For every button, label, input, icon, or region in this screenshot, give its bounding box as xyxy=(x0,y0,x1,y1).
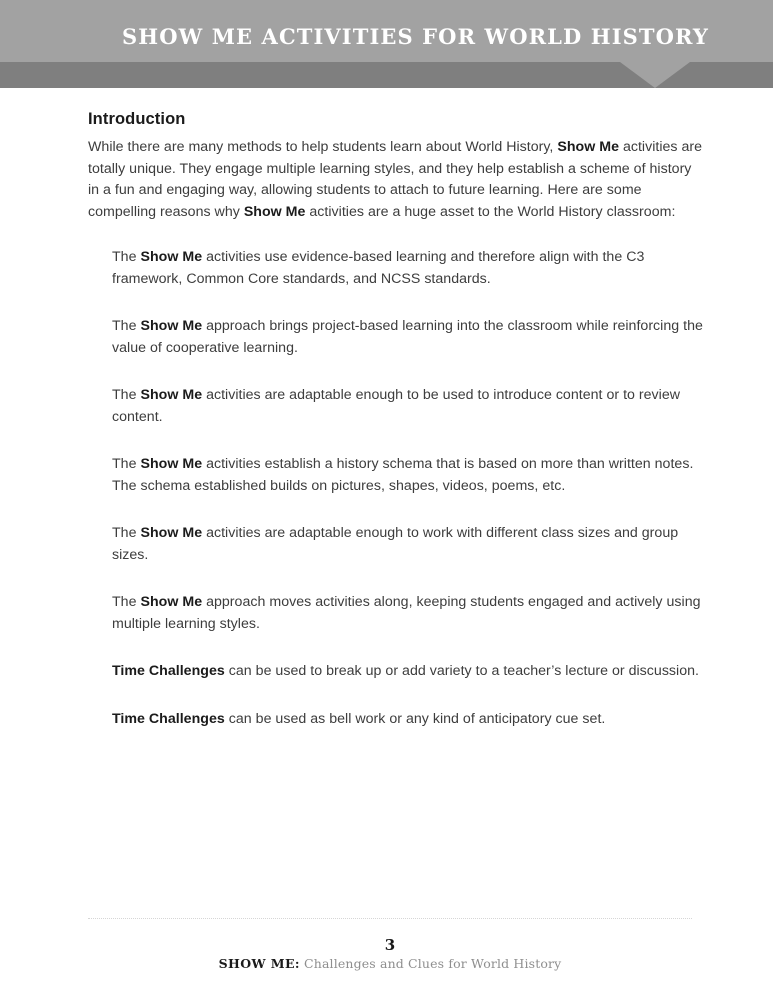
page-number: 3 xyxy=(384,936,396,954)
list-item-bold-term: Time Challenges xyxy=(112,663,225,679)
list-item-text: activities establish a history schema that is based on more than written notes. The schema established builds on pictures, shapes, videos, poems, etc. xyxy=(112,456,694,494)
footer-divider xyxy=(88,918,692,920)
intro-bold-term-2: Show Me xyxy=(243,203,306,220)
list-item-text: can be used as bell work or any kind of anticipatory cue set. xyxy=(224,710,606,727)
list-item-bold-term: Show Me xyxy=(140,456,203,472)
list-item-prefix: The xyxy=(112,594,141,610)
list-item xyxy=(112,661,704,683)
footer-caption-text: Challenges and Clues for World History xyxy=(299,956,562,971)
list-item xyxy=(112,316,704,359)
list-item-text: activities use evidence-based learning and therefore align with the C3 framework, Common Core standards, and NCSS standards. xyxy=(112,249,645,287)
list-item-prefix: The xyxy=(112,387,141,403)
page-header xyxy=(0,0,773,88)
intro-text-part-3: activities are a huge asset to the World History classroom: xyxy=(305,203,676,220)
footer-caption xyxy=(88,956,692,972)
list-item xyxy=(112,709,704,731)
list-item-prefix: The xyxy=(112,318,141,334)
list-item-bold-term: Show Me xyxy=(140,525,203,541)
list-item-bold-term: Show Me xyxy=(140,594,203,610)
introduction-paragraph xyxy=(88,137,704,223)
main-content xyxy=(88,110,704,730)
list-item-prefix: The xyxy=(112,249,141,265)
list-item-bold-term: Time Challenges xyxy=(112,710,225,727)
list-item xyxy=(112,247,704,290)
intro-text-part-2: activities are totally unique. They engage multiple learning styles, and they help establish a scheme of history in a fun and engaging way, allowing students to attach to future learning. Here are some compelling reasons why xyxy=(88,139,703,220)
reasons-list xyxy=(88,247,704,730)
list-item-text: can be used to break up or add variety to a teacher’s lecture or discussion. xyxy=(224,663,699,679)
footer-brand-label: SHOW ME: xyxy=(218,956,300,971)
list-item xyxy=(112,454,704,497)
list-item-bold-term: Show Me xyxy=(140,249,203,265)
list-item-prefix: The xyxy=(112,525,141,541)
list-item xyxy=(112,592,704,635)
list-item-prefix: The xyxy=(112,456,141,472)
list-item-text: activities are adaptable enough to work with different class sizes and group sizes. xyxy=(112,525,679,563)
list-item-bold-term: Show Me xyxy=(140,387,203,403)
list-item-text: approach brings project-based learning into the classroom while reinforcing the value of cooperative learning. xyxy=(112,318,703,356)
intro-bold-term-1: Show Me xyxy=(557,139,619,155)
list-item xyxy=(112,385,704,428)
list-item-text: approach moves activities along, keeping students engaged and actively using multiple learning styles. xyxy=(112,594,701,632)
page-title: SHOW ME ACTIVITIES FOR WORLD HISTORY xyxy=(122,24,709,49)
down-triangle-icon xyxy=(620,62,690,88)
page-footer xyxy=(88,918,692,972)
section-heading-introduction: Introduction xyxy=(88,110,186,128)
intro-text-part-1: While there are many methods to help students learn about World History, xyxy=(88,139,558,155)
footer-content xyxy=(88,936,692,972)
list-item-bold-term: Show Me xyxy=(140,318,203,334)
list-item-text: activities are adaptable enough to be used to introduce content or to review content. xyxy=(112,387,681,425)
list-item xyxy=(112,523,704,566)
